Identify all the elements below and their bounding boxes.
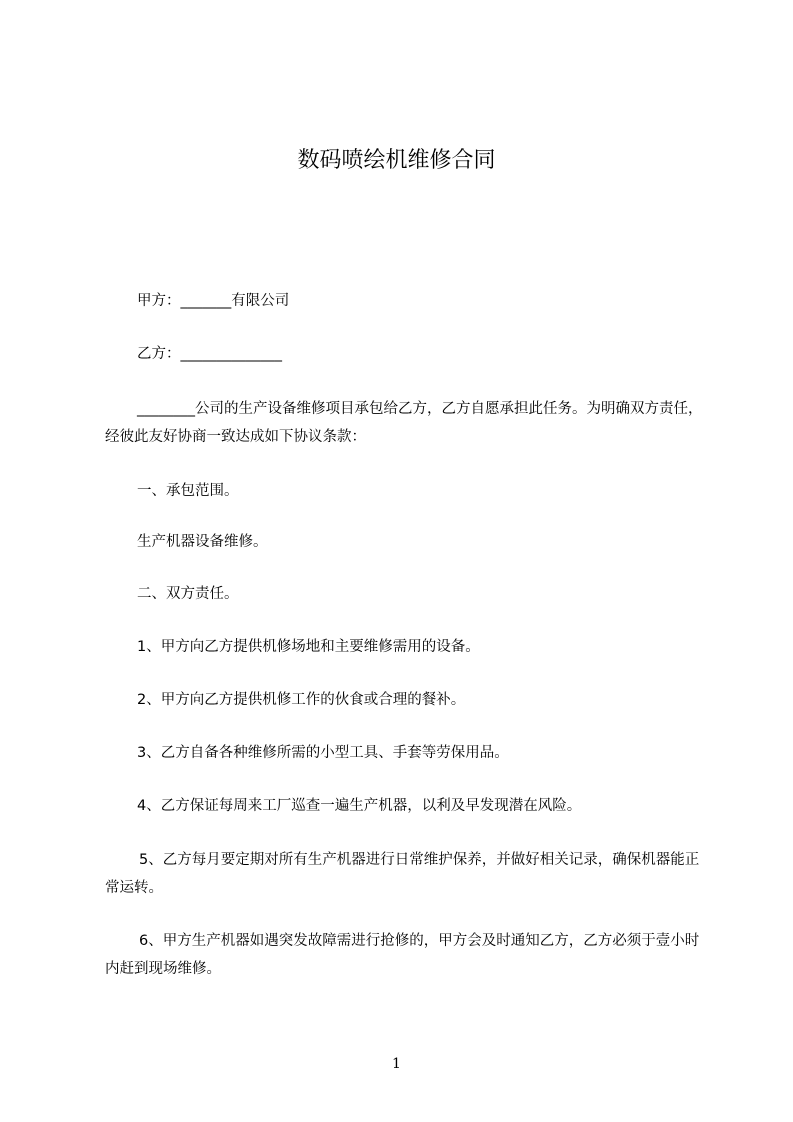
responsibility-item-2: 2、甲方向乙方提供机修工作的伙食或合理的餐补。 (137, 692, 466, 708)
intro-paragraph: ________公司的生产设备维修项目承包给乙方，乙方自愿承担此任务。为明确双方责任，经彼此友好协商一致达成如下协议条款： (105, 401, 703, 445)
document-title: 数码喷绘机维修合同 (297, 148, 496, 173)
party-a-line: 甲方：_______有限公司 (137, 293, 290, 309)
responsibility-item-3: 3、乙方自备各种维修所需的小型工具、手套等劳保用品。 (137, 745, 509, 761)
page-number: 1 (392, 1056, 401, 1072)
responsibility-item-5: 5、乙方每月要定期对所有生产机器进行日常维护保养，并做好相关记录，确保机器能正常运转。 (105, 852, 700, 896)
party-b-line: 乙方：______________ (137, 346, 282, 362)
section2-heading: 二、双方责任。 (137, 586, 239, 602)
responsibility-item-1: 1、甲方向乙方提供机修场地和主要维修需用的设备。 (137, 639, 480, 655)
responsibility-item-6: 6、甲方生产机器如遇突发故障需进行抢修的，甲方会及时通知乙方，乙方必须于壹小时内赶到现场维修。 (105, 933, 700, 977)
responsibility-item-4: 4、乙方保证每周来工厂巡查一遍生产机器，以利及早发现潜在风险。 (137, 798, 582, 814)
section1-heading: 一、承包范围。 (137, 483, 239, 499)
section1-body: 生产机器设备维修。 (137, 534, 268, 550)
